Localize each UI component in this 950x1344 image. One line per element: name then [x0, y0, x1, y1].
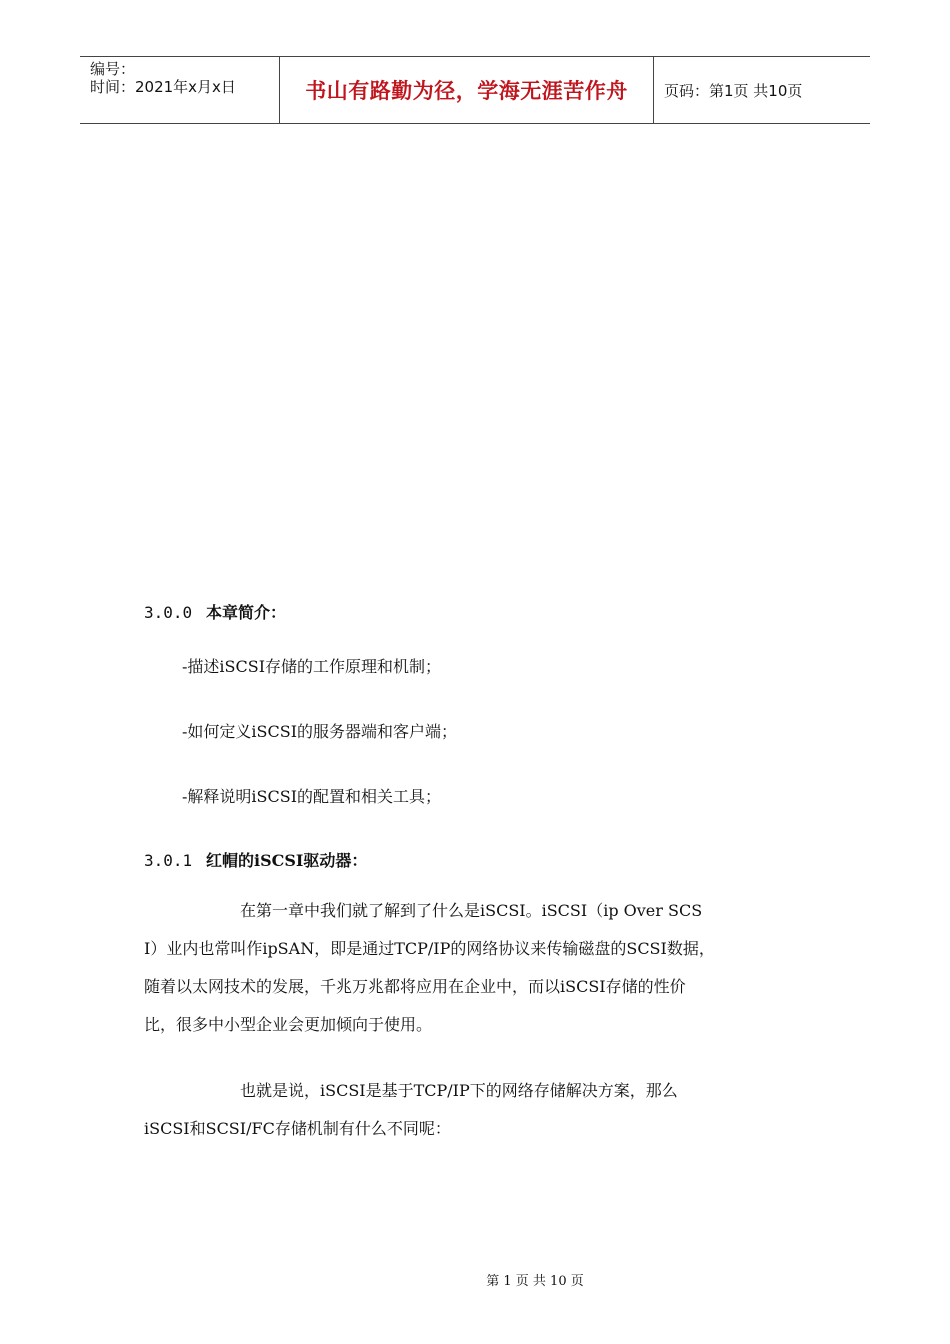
section-heading-intro [144, 600, 286, 623]
section-number: 3.0.1 [144, 851, 193, 870]
section-heading-driver [144, 848, 367, 871]
bullet-item: -解释说明iSCSI的配置和相关工具； [182, 787, 442, 806]
header-motto: 书山有路勤为径，学海无涯苦作舟 [305, 79, 628, 103]
paragraph-line: 随着以太网技术的发展，千兆万兆都将应用在企业中，而以iSCSI存储的性价 [144, 977, 686, 996]
bullet-item: -描述iSCSI存储的工作原理和机制； [182, 657, 442, 676]
page-footer [0, 1270, 950, 1289]
header-page-info: 页码：第1页 共10页 [664, 81, 803, 100]
document-header [80, 56, 870, 124]
paragraph-line: 比，很多中小型企业会更加倾向于使用。 [144, 1015, 433, 1034]
paragraph-line: 也就是说，iSCSI是基于TCP/IP下的网络存储解决方案，那么 [240, 1081, 678, 1100]
footer-page-number: 第 1 页 共 10 页 [486, 1274, 584, 1289]
header-page-cell [654, 57, 870, 123]
paragraph [144, 1072, 814, 1148]
section-number: 3.0.0 [144, 603, 193, 622]
section-title: 红帽的iSCSI驱动器： [206, 851, 368, 870]
paragraph-line: iSCSI和SCSI/FC存储机制有什么不同呢： [144, 1119, 451, 1138]
document-time-label: 时间：2021年x月x日 [90, 78, 236, 96]
paragraph-line: 在第一章中我们就了解到了什么是iSCSI。iSCSI（ip Over SCS [240, 901, 703, 920]
header-meta [80, 57, 280, 123]
bullet-item: -如何定义iSCSI的服务器端和客户端； [182, 722, 458, 741]
section-title: 本章简介： [206, 603, 287, 622]
document-number-label: 编号： [90, 60, 136, 78]
paragraph-line: I）业内也常叫作ipSAN，即是通过TCP/IP的网络协议来传输磁盘的SCSI数据， [144, 939, 715, 958]
header-motto-cell [280, 57, 654, 123]
paragraph [144, 892, 814, 1044]
